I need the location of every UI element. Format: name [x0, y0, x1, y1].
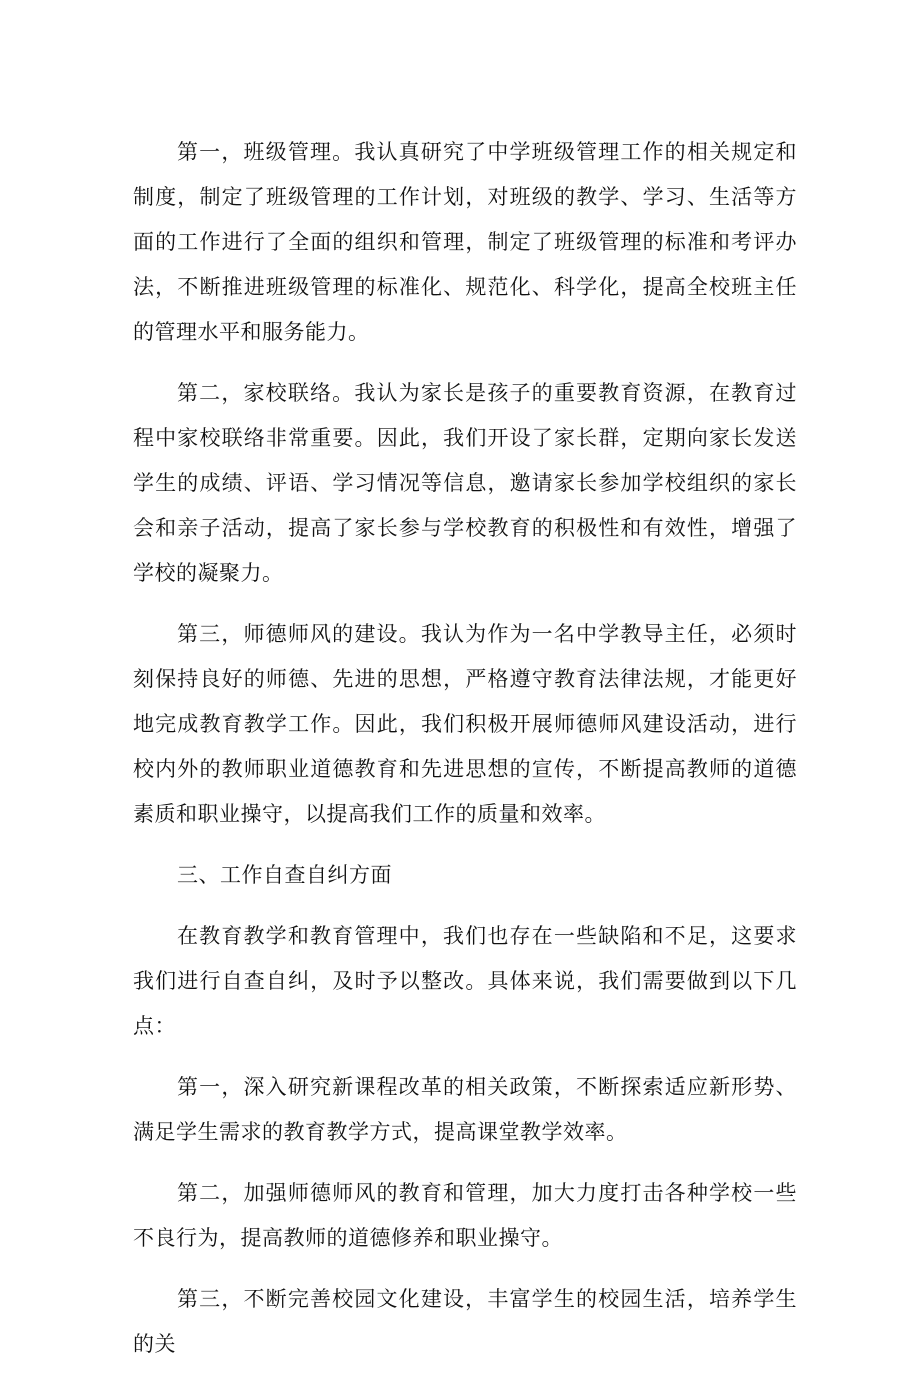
document-body: [133, 130, 797, 1383]
paragraph-home-school-contact: 第二，家校联络。我认为家长是孩子的重要教育资源，在教育过程中家校联络非常重要。因此，我们开设了家长群，定期向家长发送学生的成绩、评语、学习情况等信息，邀请家长参加学校组织的家长会和亲子活动，提高了家长参与学校教育的积极性和有效性，增强了学校的凝聚力。: [133, 381, 797, 585]
paragraph-point-one: 第一，深入研究新课程改革的相关政策，不断探索适应新形势、满足学生需求的教育教学方式，提高课堂教学效率。: [133, 1075, 797, 1144]
paragraph-teacher-ethics: 第三，师德师风的建设。我认为作为一名中学教导主任，必须时刻保持良好的师德、先进的思想，严格遵守教育法律法规，才能更好地完成教育教学工作。因此，我们积极开展师德师风建设活动，进行校内外的教师职业道德教育和先进思想的宣传，不断提高教师的道德素质和职业操守，以提高我们工作的质量和效率。: [133, 622, 797, 826]
paragraph-point-three: 第三，不断完善校园文化建设，丰富学生的校园生活，培养学生的关: [133, 1287, 797, 1356]
paragraph-point-two: 第二，加强师德师风的教育和管理，加大力度打击各种学校一些不良行为，提高教师的道德修养和职业操守。: [133, 1181, 797, 1250]
section-heading-self-inspection: 三、工作自查自纠方面: [177, 863, 392, 887]
paragraph-class-management: 第一，班级管理。我认真研究了中学班级管理工作的相关规定和制度，制定了班级管理的工作计划，对班级的教学、学习、生活等方面的工作进行了全面的组织和管理，制定了班级管理的标准和考评办法，不断推进班级管理的标准化、规范化、科学化，提高全校班主任的管理水平和服务能力。: [133, 140, 797, 344]
paragraph-self-inspection-intro: 在教育教学和教育管理中，我们也存在一些缺陷和不足，这要求我们进行自查自纠，及时予以整改。具体来说，我们需要做到以下几点：: [133, 924, 797, 1038]
